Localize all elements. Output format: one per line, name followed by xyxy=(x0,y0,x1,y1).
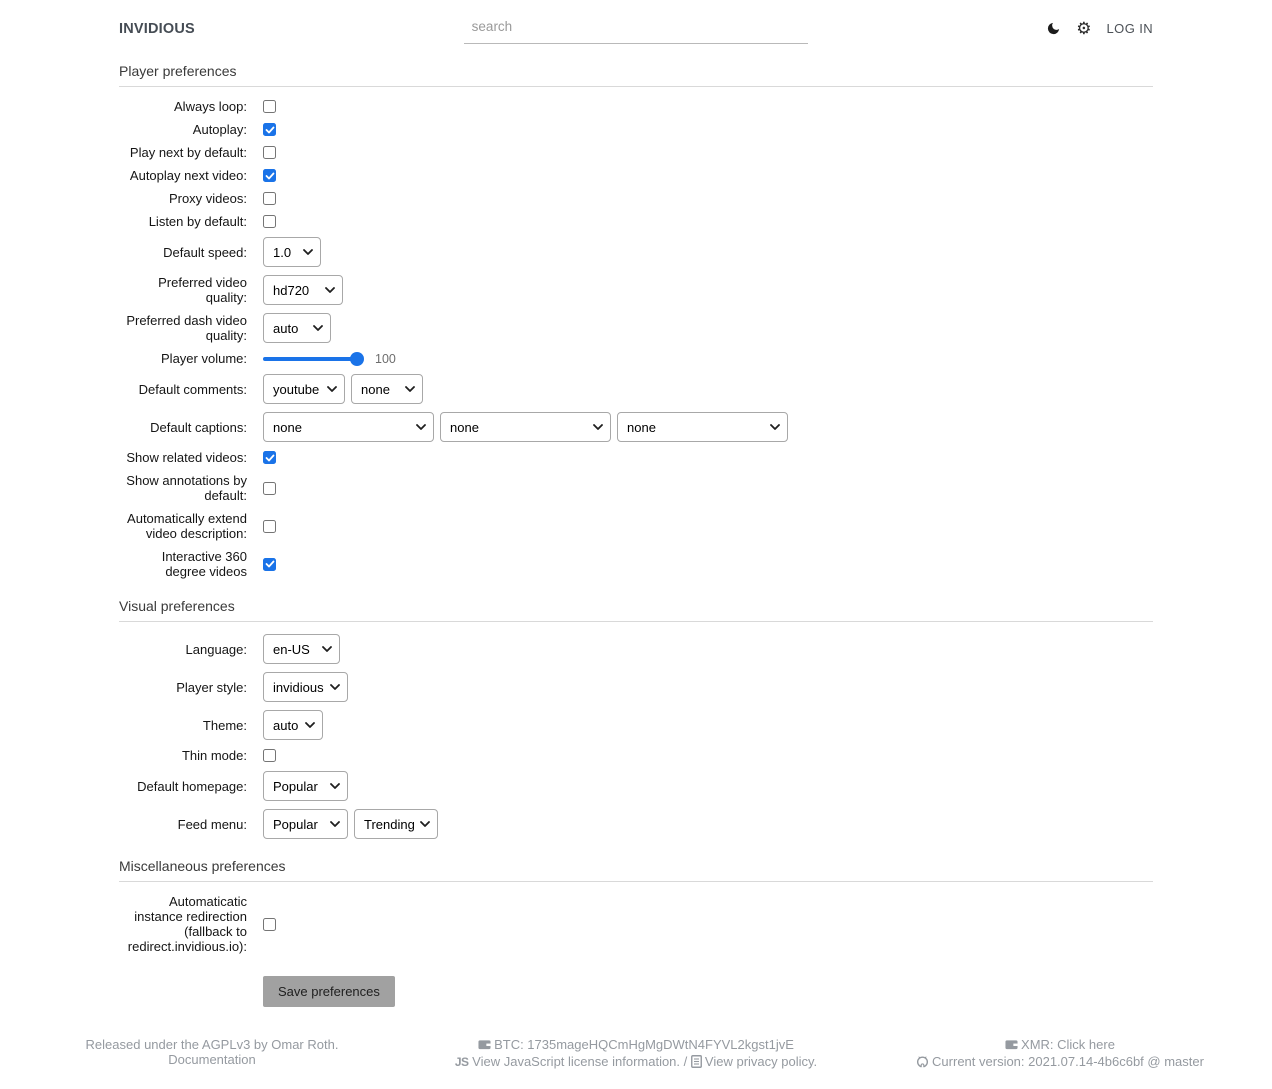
captions-third-select[interactable] xyxy=(617,412,788,442)
pref-row xyxy=(119,809,1153,839)
chevron-down-icon xyxy=(593,424,603,430)
pref-controls xyxy=(263,123,276,136)
pref-controls xyxy=(263,672,348,702)
pref-controls xyxy=(263,749,276,762)
chevron-down-icon xyxy=(330,783,340,789)
dark-mode-toggle[interactable] xyxy=(1046,21,1061,36)
wallet-icon xyxy=(478,1038,491,1054)
preferences-section xyxy=(119,598,1153,839)
theme-select[interactable] xyxy=(263,710,323,740)
section-title: Visual preferences xyxy=(119,598,235,614)
select-value: none xyxy=(361,381,390,397)
pref-label: Interactive 360 degree videos xyxy=(161,549,247,579)
pref-row xyxy=(119,214,1153,229)
documentation-link[interactable]: Documentation xyxy=(168,1052,256,1067)
player-volume-value: 100 xyxy=(375,351,396,366)
pref-controls xyxy=(263,451,276,464)
pref-controls xyxy=(263,374,423,404)
pref-label: Automaticatic instance redirection (fallback to redirect.invidious.io): xyxy=(127,894,247,954)
section-divider xyxy=(119,86,1153,87)
pref-row xyxy=(119,145,1153,160)
pref-row xyxy=(119,351,1153,366)
autoplay-next-checkbox[interactable] xyxy=(263,169,276,182)
autoplay-checkbox[interactable] xyxy=(263,123,276,136)
chevron-down-icon xyxy=(405,386,415,392)
save-row xyxy=(263,976,1153,1007)
pref-controls xyxy=(263,558,276,571)
chevron-down-icon xyxy=(303,249,313,255)
pref-row xyxy=(119,313,1153,343)
select-value: youtube xyxy=(273,381,320,397)
preferences-link[interactable] xyxy=(1076,20,1091,37)
pref-row xyxy=(119,450,1153,465)
listen-default-checkbox[interactable] xyxy=(263,215,276,228)
pref-controls xyxy=(263,710,323,740)
save-preferences-button[interactable]: Save preferences xyxy=(263,976,395,1007)
pref-controls xyxy=(263,237,321,267)
captions-first-select[interactable] xyxy=(263,412,434,442)
footer-btc-text: BTC: 1735mageHQCmHgMgDWtN4FYVL2kgst1jvE xyxy=(494,1037,794,1052)
dash-quality-select[interactable] xyxy=(263,313,331,343)
pref-label: Default captions: xyxy=(150,419,247,435)
xmr-link[interactable]: XMR: Click here xyxy=(1021,1037,1115,1052)
preferences-section xyxy=(119,63,1153,579)
pref-controls xyxy=(263,313,331,343)
select-value: en-US xyxy=(273,641,310,657)
video-quality-select[interactable] xyxy=(263,275,343,305)
wallet-icon xyxy=(1005,1038,1018,1054)
section-title: Miscellaneous preferences xyxy=(119,858,286,874)
comments-first-select[interactable] xyxy=(263,374,345,404)
footer-license-text: Released under the AGPLv3 by Omar Roth. xyxy=(85,1037,339,1052)
pref-row xyxy=(119,275,1153,305)
footer-col-version xyxy=(848,1037,1272,1071)
select-value: invidious xyxy=(273,679,324,695)
pref-label: Language: xyxy=(185,641,247,657)
pref-label: Default homepage: xyxy=(137,778,247,794)
js-license-link[interactable]: View JavaScript license information. xyxy=(472,1054,681,1069)
slider-track xyxy=(263,357,363,361)
pref-row xyxy=(119,672,1153,702)
select-value: Trending xyxy=(364,816,415,832)
always-loop-checkbox[interactable] xyxy=(263,100,276,113)
section-divider xyxy=(119,621,1153,622)
player-volume-control xyxy=(263,352,396,366)
pref-label: Autoplay: xyxy=(192,122,247,137)
pref-label: Automatically extend video description: xyxy=(127,511,247,541)
pref-controls xyxy=(263,412,788,442)
pref-label: Default comments: xyxy=(138,381,247,397)
search-input[interactable] xyxy=(464,13,809,44)
pref-controls xyxy=(263,169,276,182)
auto-redirect-checkbox[interactable] xyxy=(263,918,276,931)
pref-row xyxy=(119,99,1153,114)
pref-label: Listen by default: xyxy=(148,214,247,229)
pref-row xyxy=(119,191,1153,206)
github-icon xyxy=(916,1055,929,1071)
pref-label: Show related videos: xyxy=(126,450,247,465)
select-value: none xyxy=(273,419,302,435)
pref-controls xyxy=(263,100,276,113)
navbar-right xyxy=(808,20,1153,37)
pref-controls xyxy=(263,634,340,664)
pref-controls xyxy=(263,215,276,228)
select-value: auto xyxy=(273,717,299,733)
pref-controls xyxy=(263,482,276,495)
select-value: 1.0 xyxy=(273,244,292,260)
preferences-section xyxy=(119,858,1153,954)
captions-second-select[interactable] xyxy=(440,412,611,442)
default-speed-select[interactable] xyxy=(263,237,321,267)
pref-label: Feed menu: xyxy=(177,816,247,832)
chevron-down-icon xyxy=(327,386,337,392)
javascript-icon: JS xyxy=(454,1055,469,1069)
login-link[interactable]: LOG IN xyxy=(1106,21,1154,36)
pref-label: Play next by default: xyxy=(129,145,247,160)
footer-col-license xyxy=(0,1037,424,1071)
pref-row xyxy=(119,237,1153,267)
pref-controls xyxy=(263,275,343,305)
pref-controls xyxy=(263,146,276,159)
extend-description-checkbox[interactable] xyxy=(263,520,276,533)
invidious-logo[interactable]: INVIDIOUS xyxy=(119,20,195,37)
play-next-checkbox[interactable] xyxy=(263,146,276,159)
pref-label: Autoplay next video: xyxy=(129,168,247,183)
pref-label: Thin mode: xyxy=(181,748,247,763)
chevron-down-icon xyxy=(770,424,780,430)
privacy-policy-link[interactable]: View privacy policy. xyxy=(704,1054,818,1069)
select-value: Popular xyxy=(273,816,318,832)
pref-row xyxy=(119,894,1153,954)
comments-second-select[interactable] xyxy=(351,374,423,404)
feed-menu-second-select[interactable] xyxy=(354,809,438,839)
pref-controls xyxy=(263,520,276,533)
pref-label: Preferred video quality: xyxy=(158,275,247,305)
thin-mode-checkbox[interactable] xyxy=(263,749,276,762)
pref-controls xyxy=(263,771,348,801)
navbar-left xyxy=(119,21,464,37)
footer-col-donate xyxy=(424,1037,848,1071)
preferences-form xyxy=(119,63,1153,954)
select-value: Popular xyxy=(273,778,318,794)
pref-controls xyxy=(263,918,276,931)
pref-row xyxy=(119,634,1153,664)
pref-row xyxy=(119,748,1153,763)
gear-icon: ⚙ xyxy=(1076,19,1092,38)
player-style-select[interactable] xyxy=(263,672,348,702)
select-value: hd720 xyxy=(273,282,310,298)
slider-thumb[interactable] xyxy=(350,352,364,366)
pref-row xyxy=(119,412,1153,442)
footer xyxy=(0,1037,1272,1089)
pref-label: Player style: xyxy=(176,679,247,695)
chevron-down-icon xyxy=(313,325,323,331)
pref-row xyxy=(119,710,1153,740)
pref-label: Default speed: xyxy=(163,244,247,260)
document-icon xyxy=(691,1055,702,1071)
pref-label: Proxy videos: xyxy=(168,191,247,206)
top-navbar xyxy=(119,0,1153,44)
pref-controls xyxy=(263,192,276,205)
related-videos-checkbox[interactable] xyxy=(263,451,276,464)
pref-row xyxy=(119,122,1153,137)
footer-separator: / xyxy=(683,1054,688,1069)
select-value: none xyxy=(450,419,479,435)
moon-icon xyxy=(1046,21,1061,36)
navbar-search xyxy=(464,13,809,44)
pref-row xyxy=(119,473,1153,503)
feed-menu-first-select[interactable] xyxy=(263,809,348,839)
proxy-videos-checkbox[interactable] xyxy=(263,192,276,205)
language-select[interactable] xyxy=(263,634,340,664)
pref-label: Theme: xyxy=(202,717,247,733)
chevron-down-icon xyxy=(330,821,340,827)
section-divider xyxy=(119,881,1153,882)
chevron-down-icon xyxy=(416,424,426,430)
pref-label: Always loop: xyxy=(174,99,247,114)
chevron-down-icon xyxy=(305,722,315,728)
select-value: none xyxy=(627,419,656,435)
pref-controls xyxy=(263,352,396,366)
annotations-default-checkbox[interactable] xyxy=(263,482,276,495)
pref-label: Preferred dash video quality: xyxy=(126,313,247,343)
pref-row xyxy=(119,168,1153,183)
pref-label: Show annotations by default: xyxy=(126,473,247,503)
pref-row xyxy=(119,549,1153,579)
version-link[interactable]: Current version: 2021.07.14-4b6c6bf @ master xyxy=(932,1054,1204,1069)
pref-row xyxy=(119,511,1153,541)
default-homepage-select[interactable] xyxy=(263,771,348,801)
chevron-down-icon xyxy=(322,646,332,652)
select-value: auto xyxy=(273,320,299,336)
pref-label: Player volume: xyxy=(161,351,247,366)
player-volume-slider[interactable] xyxy=(263,352,363,366)
pref-row xyxy=(119,374,1153,404)
chevron-down-icon xyxy=(325,287,335,293)
chevron-down-icon xyxy=(420,821,430,827)
section-title: Player preferences xyxy=(119,63,237,79)
pref-controls xyxy=(263,809,438,839)
chevron-down-icon xyxy=(330,684,340,690)
pref-row xyxy=(119,771,1153,801)
interactive-360-checkbox[interactable] xyxy=(263,558,276,571)
